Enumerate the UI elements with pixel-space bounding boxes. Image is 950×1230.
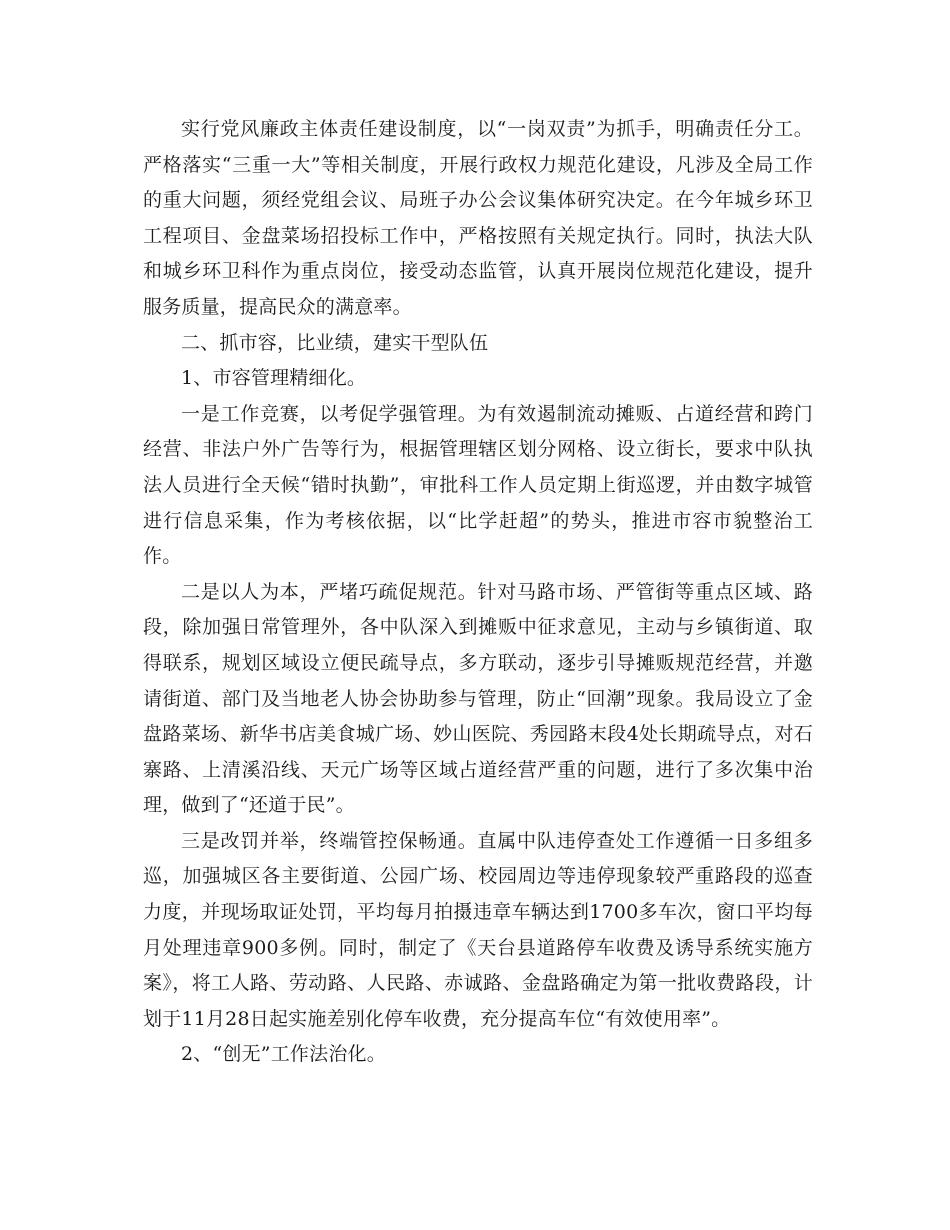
- subheading-legalization: 2、“创无”工作法治化。: [181, 1043, 386, 1066]
- document-body: [143, 112, 813, 1073]
- subheading-refined-management: 1、市容管理精细化。: [181, 367, 367, 390]
- paragraph-work-competition: 一是工作竞赛，以考促学强管理。为有效遏制流动摊贩、占道经营和跨门经营、非法户外广告等行为，根据管理辖区划分网格、设立街长，要求中队执法人员进行全天候“错时执勤”，审批科工作人员定期上街巡逻，并由数字城管进行信息采集，作为考核依据，以“比学赶超”的势头，推进市容市貌整治工作。: [143, 402, 813, 568]
- paragraph-parking-control: 三是改罚并举，终端管控保畅通。直属中队违停查处工作遵循一日多组多巡，加强城区各主要街道、公园广场、校园周边等违停现象较严重路段的巡查力度，并现场取证处罚，平均每月拍摄违章车辆达到1700多车次，窗口平均每月处理违章900多例。同时，制定了《天台县道路停车收费及诱导系统实施方案》，将工人路、劳动路、人民路、赤诚路、金盘路确定为第一批收费路段，计划于11月28日起实施差别化停车收费，充分提高车位“有效使用率”。: [143, 829, 813, 1030]
- section-heading-city-appearance: 二、抓市容，比业绩，建实干型队伍: [181, 331, 489, 354]
- paragraph-responsibility-system: 实行党风廉政主体责任建设制度，以“一岗双责”为抓手，明确责任分工。严格落实“三重一大”等相关制度，开展行政权力规范化建设，凡涉及全局工作的重大问题，须经党组会议、局班子办公会议集体研究决定。在今年城乡环卫工程项目、金盘菜场招投标工作中，严格按照有关规定执行。同时，执法大队和城乡环卫科作为重点岗位，接受动态监管，认真开展岗位规范化建设，提升服务质量，提高民众的满意率。: [143, 118, 813, 318]
- paragraph-people-oriented: 二是以人为本，严堵巧疏促规范。针对马路市场、严管街等重点区域、路段，除加强日常管理外，各中队深入到摊贩中征求意见，主动与乡镇街道、取得联系，规划区域设立便民疏导点，多方联动，逐步引导摊贩规范经营，并邀请街道、部门及当地老人协会协助参与管理，防止“回潮”现象。我局设立了金盘路菜场、新华书店美食城广场、妙山医院、秀园路末段4处长期疏导点，对石寨路、上清溪沿线、天元广场等区域占道经营严重的问题，进行了多次集中治理，做到了“还道于民”。: [143, 580, 813, 817]
